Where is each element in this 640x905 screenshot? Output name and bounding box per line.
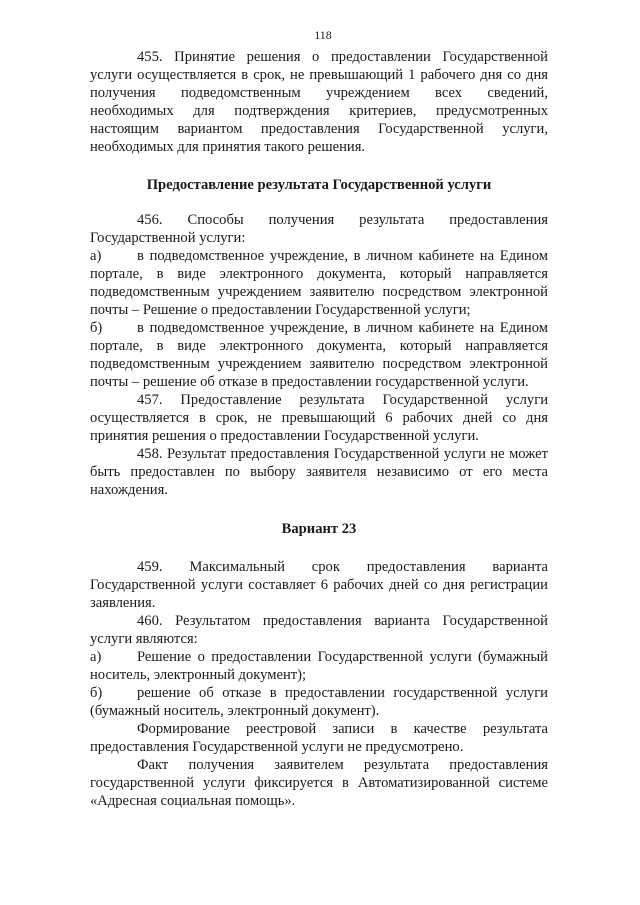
paragraph-fact: Факт получения заявителем результата предоставления государственной услуги фиксируется в Автоматизированной системе «Адресная социальная помощь».	[90, 757, 548, 809]
paragraph-456-b	[90, 319, 548, 391]
paragraph-460-b	[90, 684, 548, 720]
paragraph-460: 460. Результатом предоставления варианта Государственной услуги являются:	[90, 613, 548, 647]
list-label: а)	[90, 248, 102, 264]
page-number: 118	[314, 28, 332, 42]
paragraph-456-a	[90, 247, 548, 319]
paragraph-registry: Формирование реестровой записи в качестве результата предоставления Государственной услуги не предусмотрено.	[90, 721, 548, 755]
paragraph-457: 457. Предоставление результата Государственной услуги осуществляется в срок, не превышающий 6 рабочих дней со дня принятия решения о предоставлении Государственной услуги.	[90, 392, 548, 444]
paragraph-455: 455. Принятие решения о предоставлении Государственной услуги осуществляется в срок, не превышающий 1 рабочего дня со дня получения подведомственным учреждением всех сведений, необходимых для подтверждения критериев, предусмотренных настоящим вариантом предоставления Государственной услуги, необходимых для принятия такого решения.	[90, 49, 548, 155]
paragraph-456: 456. Способы получения результата предоставления Государственной услуги:	[90, 212, 548, 246]
paragraph-460-a	[90, 648, 548, 684]
list-text: Решение о предоставлении Государственной услуги (бумажный носитель, электронный документ);	[90, 649, 548, 683]
list-label: б)	[90, 685, 103, 701]
section-heading-result: Предоставление результата Государственной услуги	[146, 177, 492, 193]
list-text: решение об отказе в предоставлении государственной услуги (бумажный носитель, электронный документ).	[90, 685, 548, 719]
list-label: а)	[90, 649, 102, 665]
section-heading-variant: Вариант 23	[281, 521, 357, 537]
paragraph-458: 458. Результат предоставления Государственной услуги не может быть предоставлен по выбору заявителя независимо от его места нахождения.	[90, 446, 548, 498]
list-text: в подведомственное учреждение, в личном кабинете на Едином портале, в виде электронного документа, который направляется подведомственным учреждением заявителю посредством электронной почты – решение об отказе в предоставлении государственной услуги.	[90, 320, 548, 390]
list-label: б)	[90, 320, 103, 336]
list-text: в подведомственное учреждение, в личном кабинете на Едином портале, в виде электронного документа, который направляется подведомственным учреждением заявителю посредством электронной почты – Решение о предоставлении Государственной услуги;	[90, 248, 548, 318]
paragraph-459: 459. Максимальный срок предоставления варианта Государственной услуги составляет 6 рабочих дней со дня регистрации заявления.	[90, 559, 548, 611]
document-page	[90, 28, 548, 810]
